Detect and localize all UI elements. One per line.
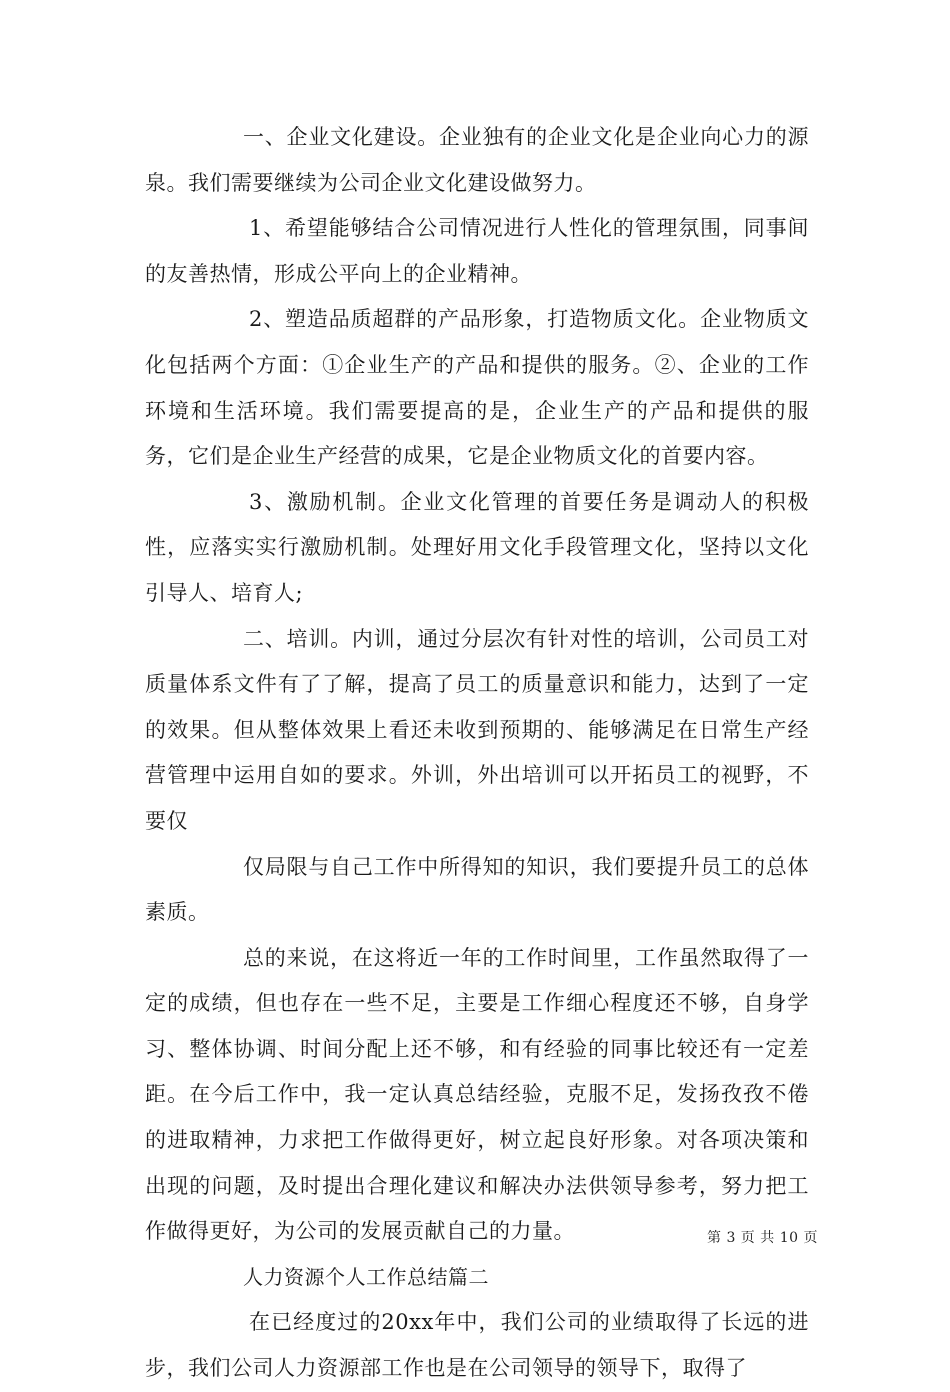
paragraph-summary: 总的来说，在这将近一年的工作时间里，工作虽然取得了一定的成绩，但也存在一些不足，主要是工作细心程度还不够，自身学习、整体协调、时间分配上还不够，和有经验的同事比较还有一定差距。在今后工作中，我一定认真总结经验，克服不足，发扬孜孜不倦的进取精神，力求把工作做得更好，树立起良好形象。对各项决策和出现的问题，及时提出合理化建议和解决办法供领导参考，努力把工作做得更好，为公司的发展贡献自己的力量。 bbox=[145, 945, 809, 1244]
section-heading-part-two: 人力资源个人工作总结篇二 bbox=[243, 1264, 489, 1289]
paragraph-product-image: 2、塑造品质超群的产品形象，打造物质文化。企业物质文化包括两个方面：①企业生产的产品和提供的服务。②、企业的工作环境和生活环境。我们需要提高的是，企业生产的产品和提供的服务，它们是企业生产经营的成果，它是企业物质文化的首要内容。 bbox=[145, 307, 809, 469]
page-number: 第 3 页 共 10 页 bbox=[707, 1230, 818, 1246]
paragraph-humanized-management: 1、希望能够结合公司情况进行人性化的管理氛围，同事间的友善热情，形成公平向上的企业精神。 bbox=[145, 216, 809, 286]
paragraph-incentive-mechanism: 3、激励机制。企业文化管理的首要任务是调动人的积极性，应落实实行激励机制。处理好用文化手段管理文化，坚持以文化引导人、培育人; bbox=[145, 489, 809, 605]
paragraph-year-review: 在已经度过的20xx年中，我们公司的业绩取得了长远的进步，我们公司人力资源部工作也是在公司领导的领导下，取得了 bbox=[145, 1310, 809, 1381]
paragraph-training: 二、培训。内训，通过分层次有针对性的培训，公司员工对质量体系文件有了了解，提高了员工的质量意识和能力，达到了一定的效果。但从整体效果上看还未收到预期的、能够满足在日常生产经营管理中运用自如的要求。外训，外出培训可以开拓员工的视野，不要仅 bbox=[145, 626, 809, 833]
paragraph-corporate-culture: 一、企业文化建设。企业独有的企业文化是企业向心力的源泉。我们需要继续为公司企业文化建设做努力。 bbox=[145, 125, 809, 195]
document-body bbox=[145, 115, 809, 1392]
paragraph-training-continued: 仅局限与自己工作中所得知的知识，我们要提升员工的总体素质。 bbox=[145, 854, 809, 925]
